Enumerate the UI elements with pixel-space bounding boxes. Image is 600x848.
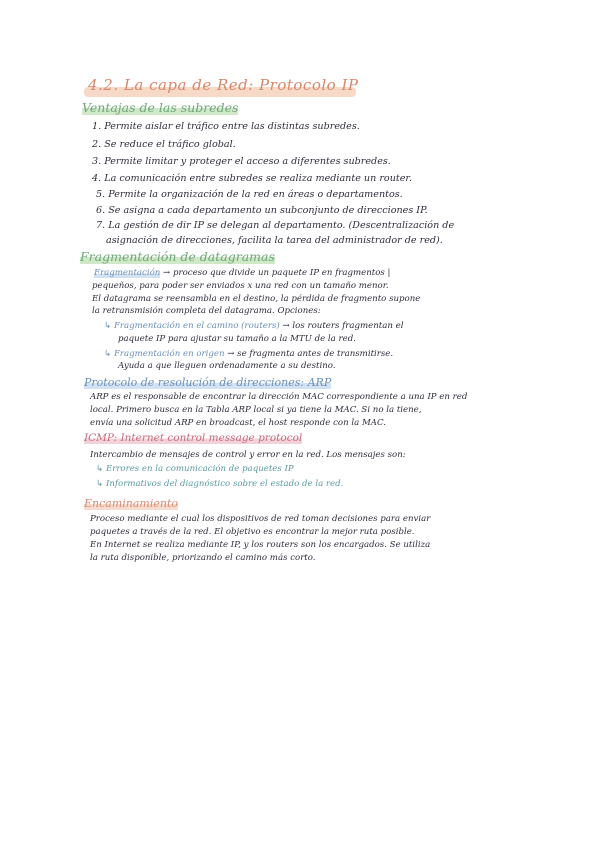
arrow-icon: ↳ — [96, 479, 104, 489]
list-item: 6. Se asigna a cada departamento un subconjunto de direcciones IP. — [96, 205, 428, 216]
list-item-text: Errores en la comunicación de paquetes IP — [105, 464, 294, 474]
option-text: → se fragmenta antes de transmitirse. — [227, 349, 394, 359]
option-item — [104, 349, 393, 359]
section-heading-text: Fragmentación de datagramas — [80, 249, 275, 264]
option-label: Fragmentación en origen — [113, 349, 225, 359]
term-fragmentation: Fragmentación — [94, 268, 161, 278]
list-item: 1. Permite aislar el tráfico entre las distintas subredes. — [92, 121, 360, 132]
section-heading-arp — [84, 376, 331, 389]
paragraph-line: Proceso mediante el cual los dispositivos de red toman decisiones para enviar — [90, 514, 431, 524]
paragraph-line: Intercambio de mensajes de control y error en la red. Los mensajes son: — [90, 450, 406, 460]
section-heading-icmp — [84, 432, 302, 444]
paragraph-line: ARP es el responsable de encontrar la dirección MAC correspondiente a una IP en red — [90, 392, 468, 402]
option-continuation: Ayuda a que lleguen ordenadamente a su destino. — [118, 361, 336, 371]
section-heading-subnets — [82, 100, 238, 115]
list-item: 7. La gestión de dir IP se delegan al departamento. (Descentralización de — [96, 220, 455, 231]
paragraph-line — [94, 268, 390, 278]
option-item — [104, 321, 403, 331]
list-item — [96, 464, 294, 474]
definition-text: → proceso que divide un paquete IP en fragmentos | — [163, 268, 391, 278]
page-title: 4.2. La capa de Red: Protocolo IP — [88, 76, 359, 94]
section-heading-text: Encaminamiento — [84, 497, 179, 510]
option-text: → los routers fragmentan el — [282, 321, 404, 331]
list-item-text: Informativos del diagnóstico sobre el estado de la red. — [105, 479, 344, 489]
section-heading-routing — [84, 497, 178, 510]
section-heading-text: ICMP: Internet control message protocol — [84, 432, 303, 444]
list-item: 2. Se reduce el tráfico global. — [92, 139, 236, 150]
option-continuation: paquete IP para ajustar su tamaño a la MTU de la red. — [118, 334, 356, 344]
list-item — [96, 479, 343, 489]
paragraph-line: En Internet se realiza mediante IP, y los routers son los encargados. Se utiliza — [90, 540, 431, 550]
paragraph-line: la retransmisión completa del datagrama. Opciones: — [92, 306, 321, 316]
list-item: 4. La comunicación entre subredes se realiza mediante un router. — [92, 173, 412, 184]
section-heading-fragmentation — [80, 249, 275, 264]
paragraph-line: la ruta disponible, priorizando el camino más corto. — [90, 553, 316, 563]
paragraph-line: local. Primero busca en la Tabla ARP local si ya tiene la MAC. Si no la tiene, — [90, 405, 422, 415]
list-item-continuation: asignación de direcciones, facilita la tarea del administrador de red). — [106, 235, 443, 246]
list-item: 5. Permite la organización de la red en áreas o departamentos. — [96, 189, 403, 200]
paragraph-line: paquetes a través de la red. El objetivo es encontrar la mejor ruta posible. — [90, 527, 415, 537]
paragraph-line: pequeños, para poder ser enviados x una red con un tamaño menor. — [92, 281, 389, 291]
arrow-icon: ↳ — [96, 464, 104, 474]
arrow-icon: ↳ — [104, 321, 112, 331]
paragraph-line: envía una solicitud ARP en broadcast, el host responde con la MAC. — [90, 418, 386, 428]
list-item: 3. Permite limitar y proteger el acceso a diferentes subredes. — [92, 156, 391, 167]
paragraph-line: El datagrama se reensambla en el destino, la pérdida de fragmento supone — [92, 294, 421, 304]
section-heading-text: Protocolo de resolución de direcciones: ARP — [84, 376, 332, 389]
option-label: Fragmentación en el camino (routers) — [113, 321, 280, 331]
section-heading-text: Ventajas de las subredes — [82, 100, 239, 115]
arrow-icon: ↳ — [104, 349, 112, 359]
